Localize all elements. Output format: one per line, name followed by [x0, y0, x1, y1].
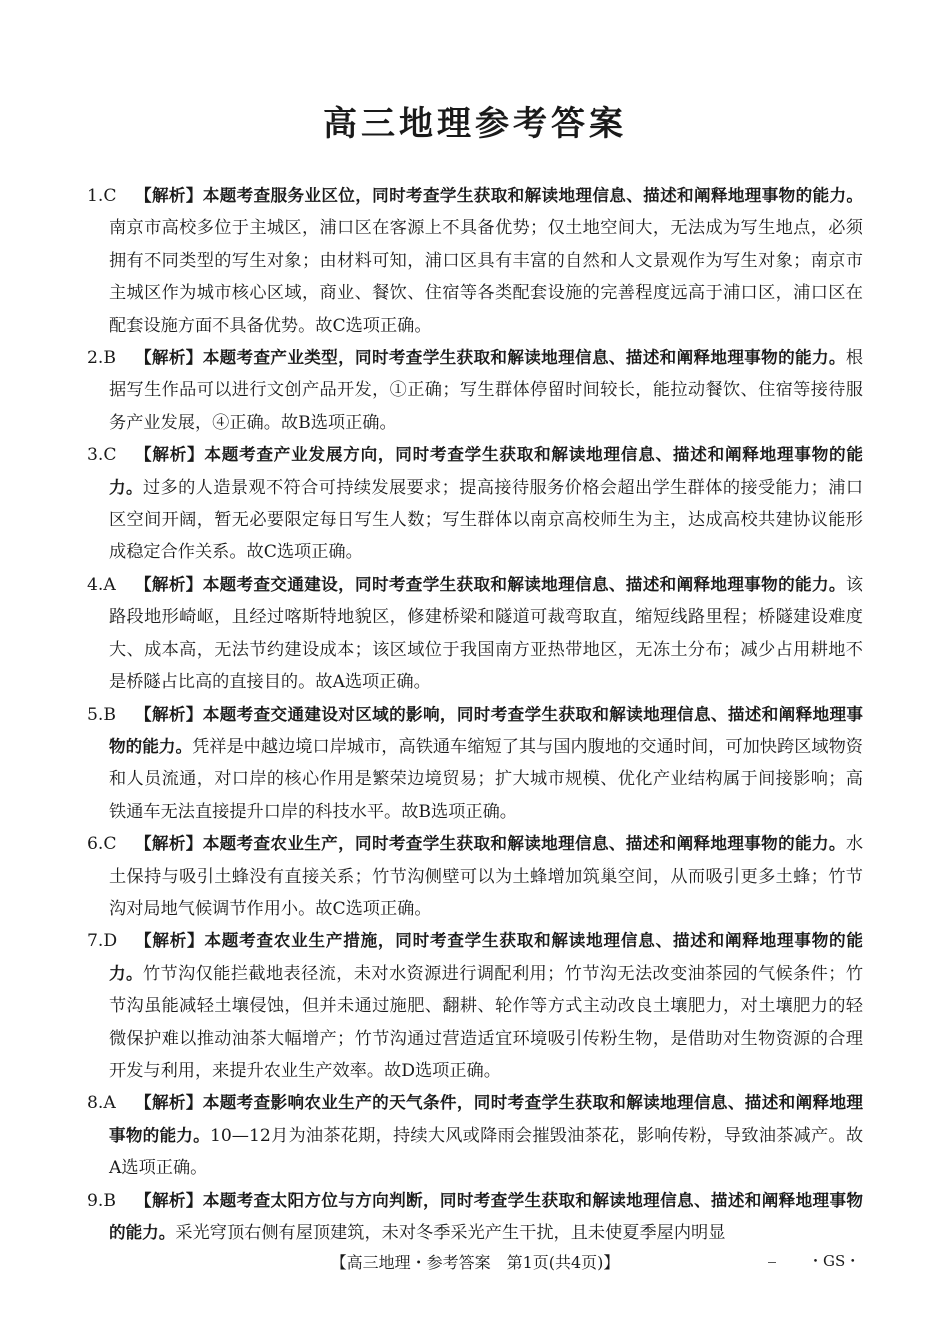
analysis-tag: 【解析】: [135, 704, 203, 724]
analysis-body: 竹节沟仅能拦截地表径流，未对水资源进行调配利用；竹节沟无法改变油茶园的气候条件；竹节沟虽能减轻土壤侵蚀，但并未通过施肥、翻耕、轮作等方式主动改良土壤肥力，对土壤肥力的轻微保护难以推动油茶大幅增产；竹节沟通过营造适宜环境吸引传粉生物，是借助对生物资源的合理开发与利用，来提升农业生产效率。故D选项正确。: [109, 963, 864, 1081]
answer-item: [87, 925, 863, 1087]
answer-number: 5.B: [87, 704, 117, 725]
analysis-lead: 本题考查农业生产措施，同时考查学生获取和解读地理信息、描述和阐释地理事物的能力。: [109, 931, 863, 983]
footer-mark: [768, 1262, 776, 1263]
answer-text: [87, 699, 863, 829]
answer-item: [87, 1087, 863, 1184]
analysis-body: 南京市高校多位于主城区，浦口区在客源上不具备优势；仅土地空间大，无法成为写生地点，必须拥有不同类型的写生对象；由材料可知，浦口区具有丰富的自然和人文景观作为写生对象；南京市主城区作为城市核心区域，商业、餐饮、住宿等各类配套设施的完善程度远高于浦口区，浦口区在配套设施方面不具备优势。故C选项正确。: [109, 218, 863, 336]
analysis-tag: 【解析】: [135, 1190, 203, 1210]
answer-item: [87, 569, 863, 699]
answer-item: [87, 1185, 863, 1250]
answer-item: [87, 439, 863, 569]
analysis-lead: 本题考查太阳方位与方向判断，同时考查学生获取和解读地理信息、描述和阐释地理事物的能力。: [109, 1190, 864, 1242]
answer-text: [87, 1087, 863, 1184]
analysis-body: 根据写生作品可以进行文创产品开发，①正确；写生群体停留时间较长，能拉动餐饮、住宿等接待服务产业发展，④正确。故B选项正确。: [109, 348, 864, 433]
analysis-body: 水土保持与吸引土蜂没有直接关系；竹节沟侧壁可以为土蜂增加筑巢空间，从而吸引更多土蜂；竹节沟对局地气候调节作用小。故C选项正确。: [109, 834, 864, 919]
answer-item: [87, 180, 863, 342]
analysis-body: 采光穹顶右侧有屋顶建筑，未对冬季采光产生干扰，且未使夏季屋内明显: [175, 1223, 726, 1243]
answer-number: 6.C: [87, 834, 117, 855]
analysis-tag: 【解析】: [135, 186, 203, 205]
answer-list: [87, 180, 863, 1249]
analysis-lead: 本题考查产业发展方向，同时考查学生获取和解读地理信息、描述和阐释地理事物的能力。: [109, 445, 863, 497]
answer-number: 4.A: [87, 574, 116, 595]
answer-text: [87, 925, 863, 1087]
analysis-tag: 【解析】: [135, 348, 203, 368]
analysis-lead: 本题考查产业类型，同时考查学生获取和解读地理信息、描述和阐释地理事物的能力。: [202, 348, 846, 368]
analysis-tag: 【解析】: [135, 445, 205, 465]
answer-text: [87, 1185, 863, 1250]
analysis-body: 过多的人造景观不符合可持续发展要求；提高接待服务价格会超出学生群体的接受能力；浦口区空间开阔，暂无必要限定每日写生人数；写生群体以南京高校师生为主，达成高校共建协议能形成稳定合作关系。故C选项正确。: [109, 477, 864, 563]
answer-number: 7.D: [87, 931, 118, 952]
answer-text: [87, 342, 863, 439]
analysis-body: 凭祥是中越边境口岸城市，高铁通车缩短了其与国内腹地的交通时间，可加快跨区域物资和人员流通，对口岸的核心作用是繁荣边境贸易；扩大城市规模、优化产业结构属于间接影响；高铁通车无法直接提升口岸的科技水平。故B选项正确。: [109, 736, 863, 822]
analysis-lead: 本题考查交通建设，同时考查学生获取和解读地理信息、描述和阐释地理事物的能力。: [202, 574, 846, 594]
analysis-tag: 【解析】: [135, 1093, 203, 1113]
answer-text: [87, 439, 863, 569]
analysis-lead: 本题考查农业生产，同时考查学生获取和解读地理信息、描述和阐释地理事物的能力。: [202, 834, 846, 854]
analysis-body: 该路段地形崎岖，且经过喀斯特地貌区，修建桥梁和隧道可裁弯取直，缩短线路里程；桥隧建设难度大、成本高，无法节约建设成本；该区域位于我国南方亚热带地区，无冻土分布；减少占用耕地不是桥隧占比高的直接目的。故A选项正确。: [109, 574, 864, 693]
answer-number: 2.B: [87, 348, 117, 369]
analysis-body: 10—12月为油茶花期，持续大风或降雨会摧毁油茶花，影响传粉，导致油茶减产。故A选项正确。: [109, 1125, 864, 1179]
answer-item: [87, 699, 863, 829]
analysis-lead: 本题考查服务业区位，同时考查学生获取和解读地理信息、描述和阐释地理事物的能力。: [202, 186, 864, 205]
answer-number: 8.A: [87, 1093, 116, 1114]
answer-item: [87, 828, 863, 925]
answer-text: [87, 569, 863, 699]
answer-item: [87, 342, 863, 439]
analysis-lead: 本题考查交通建设对区域的影响，同时考查学生获取和解读地理信息、描述和阐释地理事物的能力。: [109, 704, 864, 756]
answer-number: 1.C: [87, 186, 117, 206]
answer-text: [87, 180, 863, 342]
page-title: 高三地理参考答案: [323, 104, 627, 144]
analysis-tag: 【解析】: [135, 931, 205, 951]
answer-number: 9.B: [87, 1190, 117, 1211]
analysis-lead: 本题考查影响农业生产的天气条件，同时考查学生获取和解读地理信息、描述和阐释地理事物的能力。: [109, 1093, 864, 1145]
footer-code: ・GS・: [808, 1252, 861, 1270]
answer-text: [87, 828, 863, 925]
analysis-tag: 【解析】: [135, 574, 203, 594]
answer-number: 3.C: [87, 445, 117, 466]
page-footer: 【高三地理・参考答案 第1页(共4页)】: [330, 1253, 620, 1272]
analysis-tag: 【解析】: [135, 834, 203, 854]
